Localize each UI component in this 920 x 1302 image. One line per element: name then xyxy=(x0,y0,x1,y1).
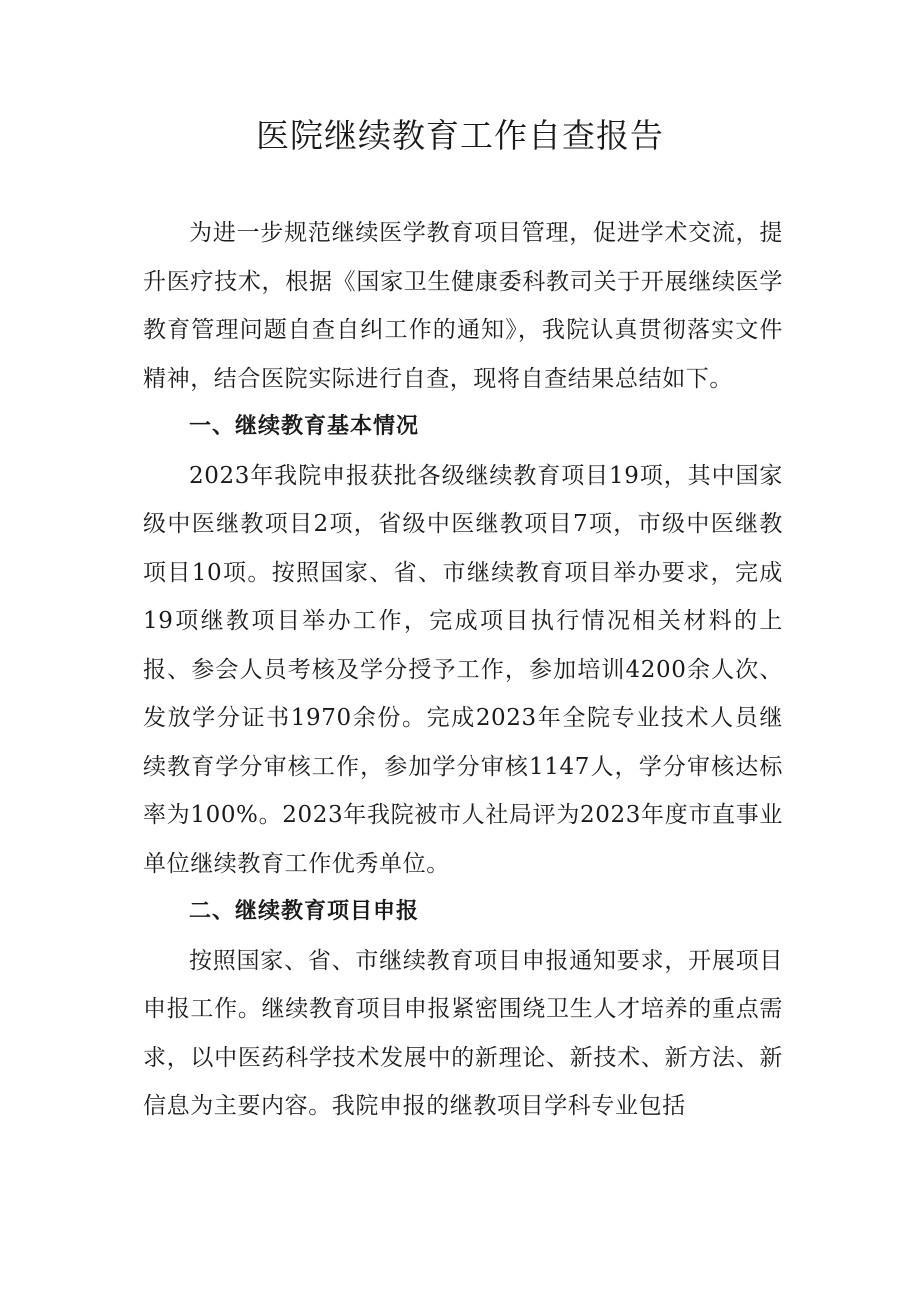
intro-paragraph: 为进一步规范继续医学教育项目管理，促进学术交流，提升医疗技术，根据《国家卫生健康委科教司关于开展继续医学教育管理问题自查自纠工作的通知》，我院认真贯彻落实文件精神，结合医院实际进行自查，现将自查结果总结如下。 xyxy=(143,220,783,392)
section-heading-basic-situation: 一、继续教育基本情况 xyxy=(189,414,420,439)
document-body xyxy=(143,209,783,1131)
section-paragraph-basic-situation: 2023年我院申报获批各级继续教育项目19项，其中国家级中医继教项目2项，省级中医继教项目7项，市级中医继教项目10项。按照国家、省、市继续教育项目举办要求，完成19项继教项目举办工作，完成项目执行情况相关材料的上报、参会人员考核及学分授予工作，参加培训4200余人次、发放学分证书1970余份。完成2023年全院专业技术人员继续教育学分审核工作，参加学分审核1147人，学分审核达标率为100%。2023年我院被市人社局评为2023年度市直事业单位继续教育工作优秀单位。 xyxy=(143,462,783,877)
section-heading-project-application: 二、继续教育项目申报 xyxy=(189,899,420,924)
document-title: 医院继续教育工作自查报告 xyxy=(256,116,664,155)
section-paragraph-project-application: 按照国家、省、市继续教育项目申报通知要求，开展项目申报工作。继续教育项目申报紧密围绕卫生人才培养的重点需求，以中医药科学技术发展中的新理论、新技术、新方法、新信息为主要内容。我院申报的继教项目学科专业包括 xyxy=(143,947,783,1119)
